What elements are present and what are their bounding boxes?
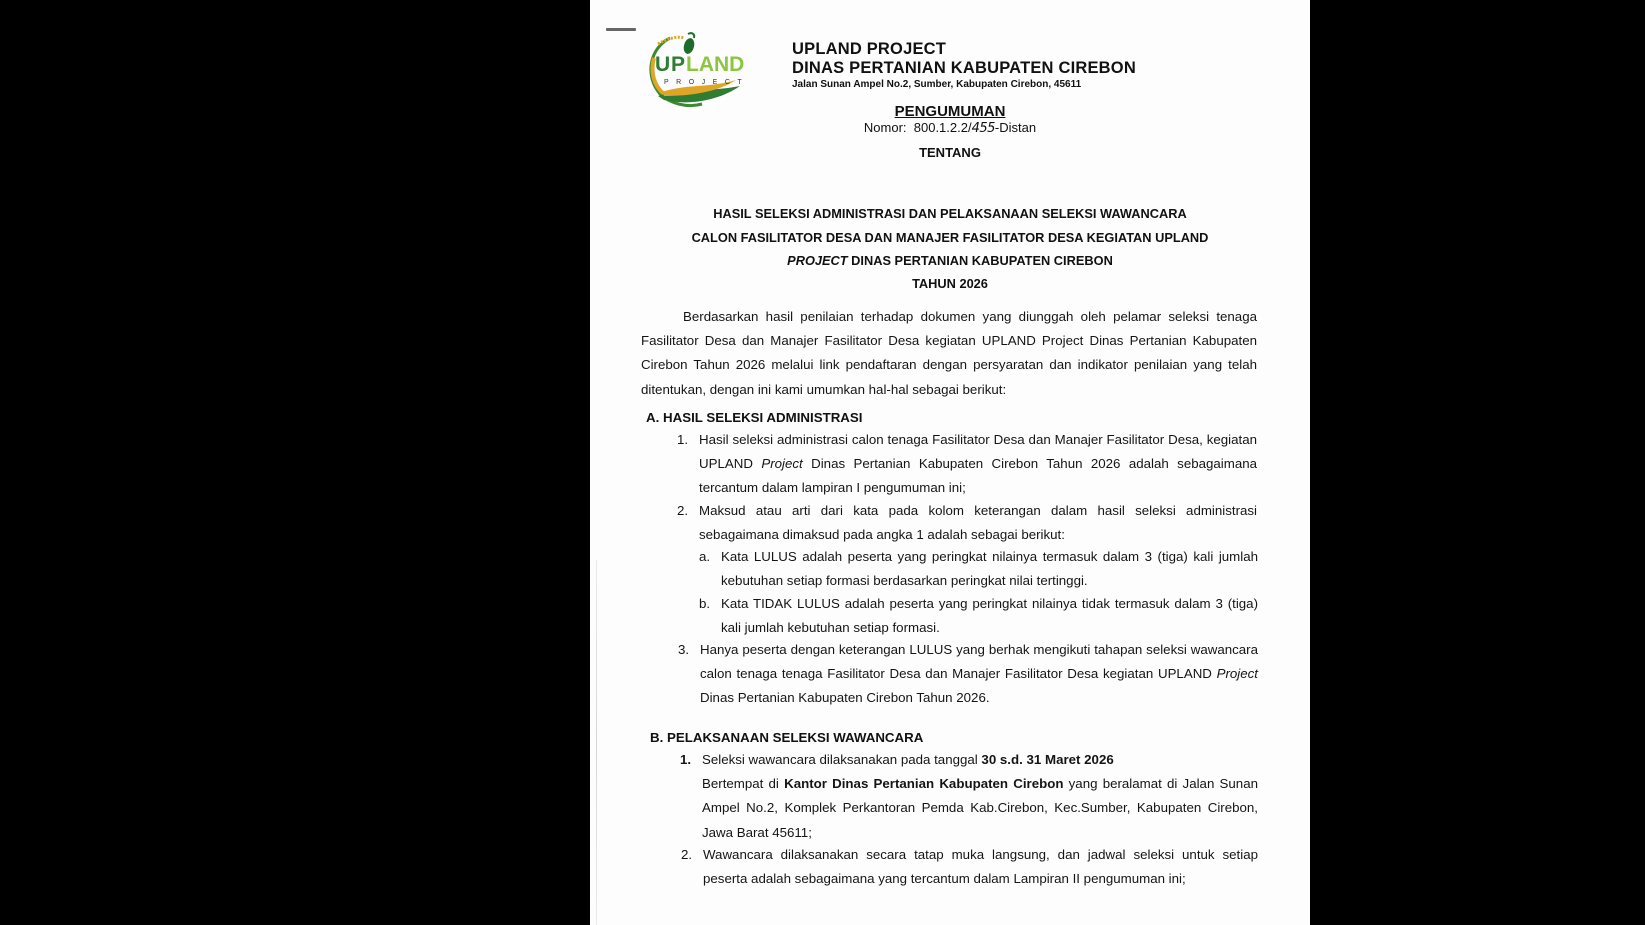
item-number: 1. [680, 752, 692, 767]
section-b-item-2 [681, 843, 1258, 891]
subject-line-1: HASIL SELEKSI ADMINISTRASI DAN PELAKSANAAN SELEKSI WAWANCARA [713, 206, 1187, 221]
item-number: 3. [678, 642, 690, 657]
venue-text [702, 772, 1258, 845]
letterhead [792, 40, 1136, 90]
venue-address: yang beralamat di Jalan Sunan Ampel No.2, Komplek Perkantoran Pemda Kab.Cirebon, Kec.Sumber, Kabupaten Cirebon, Jawa Barat 45611; [702, 776, 1258, 840]
nomor-label: Nomor: [863, 120, 907, 135]
document-number [590, 120, 1310, 136]
document-page [590, 0, 1310, 925]
scan-edge [596, 560, 597, 925]
section-a-item-3 [678, 638, 1258, 711]
section-a-item-2 [677, 499, 1257, 547]
item-italic: Project [1216, 666, 1258, 682]
agency-name: DINAS PERTANIAN KABUPATEN CIREBON [792, 59, 1136, 77]
item-text: Hanya peserta dengan keterangan LULUS yang berhak mengikuti tahapan seleksi wawancara calon tenaga tenaga Fasilitator Desa dan Manajer Fasilitator Desa kegiatan UPLAND [700, 642, 1258, 682]
svg-text:P: P [671, 53, 686, 76]
subject-line-3 [590, 253, 1310, 268]
item-text: Bertempat di [702, 776, 785, 792]
nomor-prefix: 800.1.2.2/ [913, 120, 972, 135]
nomor-suffix: -Distan [994, 120, 1037, 135]
item-text: Kata TIDAK LULUS adalah peserta yang peringkat nilainya tidak termasuk dalam 3 (tiga) kali jumlah kebutuhan setiap formasi. [721, 596, 1258, 636]
item-letter: b. [699, 596, 711, 611]
org-name: UPLAND PROJECT [792, 40, 947, 58]
item-text: Kata LULUS adalah peserta yang peringkat nilainya termasuk dalam 3 (tiga) kali jumlah kebutuhan setiap formasi berdasarkan peringkat nilai tertinggi. [721, 549, 1258, 589]
section-b-item-1 [680, 748, 1258, 845]
section-a-subitem-b [699, 592, 1258, 640]
item-text: Hasil seleksi administrasi calon tenaga Fasilitator Desa dan Manajer Fasilitator Desa, kegiatan UPLAND [699, 432, 1257, 472]
agency-address: Jalan Sunan Ampel No.2, Sumber, Kabupaten Cirebon, 45611 [792, 79, 1082, 90]
interview-date: 30 s.d. 31 Maret 2026 [981, 752, 1114, 767]
item-text: Wawancara dilaksanakan secara tatap muka langsung, dan jadwal seleksi untuk setiap peserta adalah sebagaimana yang tercantum dalam Lampiran II pengumuman ini; [703, 847, 1258, 887]
nomor-handwritten: 455 [971, 121, 995, 136]
document-title: PENGUMUMAN [894, 103, 1006, 120]
item-text-cont: Dinas Pertanian Kabupaten Cirebon Tahun 2026 adalah sebagaimana tercantum dalam lampiran I pengumuman ini; [699, 456, 1258, 496]
item-number: 1. [677, 432, 689, 447]
item-letter: a. [699, 549, 711, 564]
intro-paragraph: Berdasarkan hasil penilaian terhadap dokumen yang diunggah oleh pelamar seleksi tenaga Fasilitator Desa dan Manajer Fasilitator Desa kegiatan UPLAND Project Dinas Pertanian Kabupaten Cirebon Tahun 2026 melalui link pendaftaran dengan persyaratan dan indikator penilaian yang telah ditentukan, dengan ini kami umumkan hal-hal sebagai berikut: [641, 309, 1257, 397]
svg-text:LAND: LAND [686, 53, 745, 76]
section-b-heading: B. PELAKSANAAN SELEKSI WAWANCARA [650, 730, 924, 745]
subject-rest: DINAS PERTANIAN KABUPATEN CIREBON [847, 253, 1113, 268]
section-a-subitem-a [699, 545, 1258, 593]
item-number: 2. [681, 847, 693, 862]
svg-text:U: U [655, 53, 671, 76]
tentang-label: TENTANG [919, 145, 981, 160]
year-line: TAHUN 2026 [912, 276, 988, 291]
section-a-heading: A. HASIL SELEKSI ADMINISTRASI [646, 410, 863, 425]
item-text: Maksud atau arti dari kata pada kolom keterangan dalam hasil seleksi administrasi sebagaimana dimaksud pada angka 1 adalah sebagai berikut: [699, 503, 1257, 543]
venue-name: Kantor Dinas Pertanian Kabupaten Cirebon [784, 776, 1064, 792]
item-text-cont: Dinas Pertanian Kabupaten Cirebon Tahun 2026. [700, 690, 990, 706]
svg-text:PROJECT: PROJECT [664, 79, 750, 86]
item-number: 2. [677, 503, 689, 518]
upland-logo-icon [640, 30, 765, 108]
subject-line-2: CALON FASILITATOR DESA DAN MANAJER FASILITATOR DESA KEGIATAN UPLAND [691, 230, 1209, 245]
item-italic: Project [761, 456, 803, 472]
section-a-item-1 [677, 428, 1258, 501]
scan-mark [606, 28, 636, 31]
subject-italic: PROJECT [787, 253, 848, 268]
schedule-line [702, 748, 1258, 772]
item-text: Seleksi wawancara dilaksanakan pada tanggal [702, 752, 982, 767]
